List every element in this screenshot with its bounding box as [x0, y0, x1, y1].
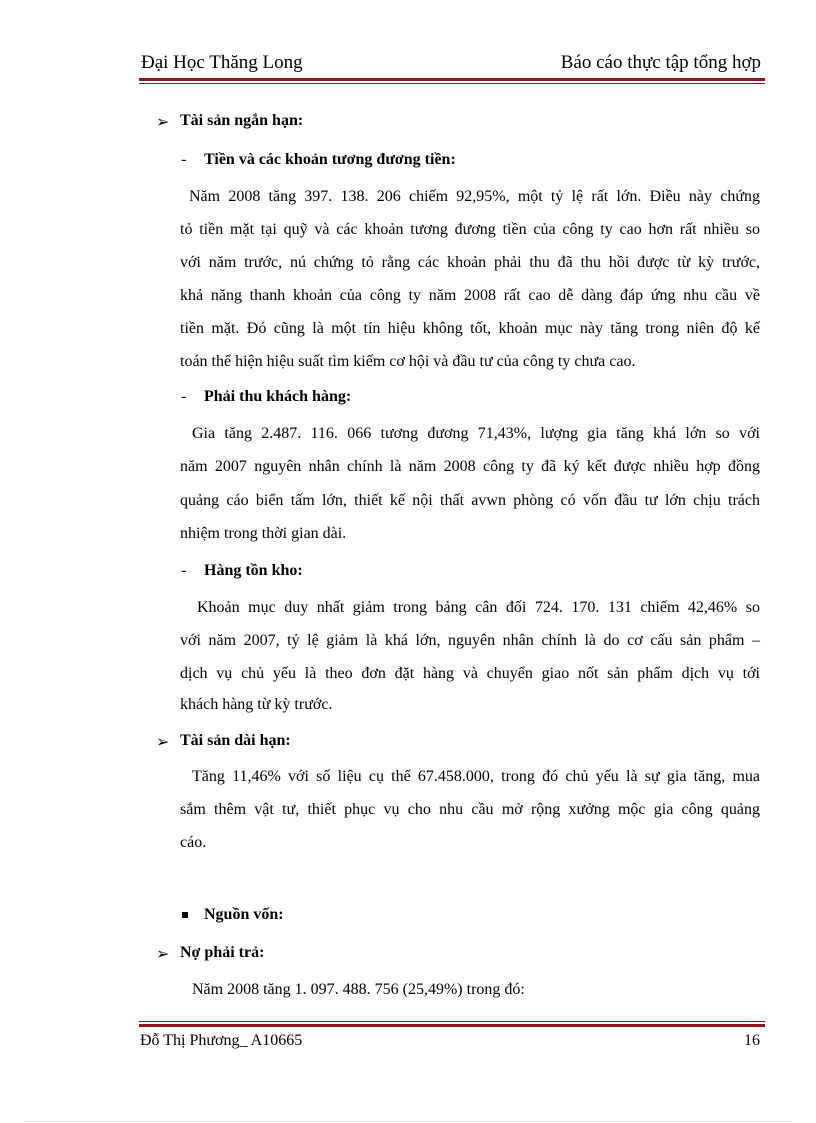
paragraph-line: năm 2007 nguyên nhân chính là năm 2008 công ty đã ký kết được nhiều hợp đồng — [180, 458, 760, 475]
heading-phai-thu: Phải thu khách hàng: — [204, 388, 352, 405]
paragraph-line: nhiệm trong thời gian dài. — [180, 525, 347, 542]
paragraph-line: với năm trước, nú chứng tỏ rằng các khoản phải thu đã thu hồi được từ kỳ trước, — [180, 254, 760, 271]
footer-author: Đỗ Thị Phương_ A10665 — [140, 1032, 303, 1049]
heading-nguon-von: Nguồn vốn: — [204, 906, 284, 923]
paragraph-line: cáo. — [180, 834, 207, 851]
page-header — [139, 50, 765, 78]
arrow-bullet-icon: ➢ — [156, 114, 170, 131]
paragraph-line: khách hàng từ kỳ trước. — [180, 696, 333, 713]
header-rule-thick — [139, 78, 765, 81]
paragraph-line: toán thể hiện hiệu suất tìm kiếm cơ hội và đầu tư của công ty chưa cao. — [180, 353, 636, 370]
dash-bullet: - — [181, 562, 187, 579]
paragraph-line: Khoản mục duy nhất giảm trong bảng cân đối 724. 170. 131 chiếm 42,46% so — [197, 599, 760, 616]
paragraph-line: quảng cáo biển tấm lớn, thiết kế nội thất avwn phòng có vốn đầu tư lớn chịu trách — [180, 492, 760, 509]
page-number: 16 — [744, 1032, 760, 1049]
paragraph-line: tiền mặt. Đó cũng là một tín hiệu không tốt, khoản mục này tăng trong niên độ kế — [180, 320, 760, 337]
arrow-bullet-icon: ➢ — [156, 734, 170, 751]
footer-rule-thin — [139, 1021, 765, 1022]
heading-tai-san-ngan-han: Tài sản ngắn hạn: — [180, 112, 304, 129]
header-report-title: Báo cáo thực tập tổng hợp — [560, 52, 761, 73]
paragraph-line: Tăng 11,46% với số liệu cụ thể 67.458.000, trong đó chủ yếu là sự gia tăng, mua — [192, 768, 760, 785]
paragraph-line: Năm 2008 tăng 1. 097. 488. 756 (25,49%) trong đó: — [192, 981, 525, 998]
heading-hang-ton-kho: Hàng tồn kho: — [204, 562, 303, 579]
header-rule-thin — [139, 83, 765, 84]
heading-tai-san-dai-han: Tài sản dài hạn: — [180, 732, 291, 749]
page-edge-divider — [24, 1121, 792, 1122]
header-institution: Đại Học Thăng Long — [141, 52, 303, 73]
paragraph-line: tỏ tiền mặt tại quỹ và các khoản tương đương tiền của công ty cao hơn rất nhiều so — [180, 221, 760, 238]
arrow-bullet-icon: ➢ — [156, 946, 170, 963]
paragraph-line: Gia tăng 2.487. 116. 066 tương đương 71,43%, lượng gia tăng khá lớn so với — [192, 425, 760, 442]
paragraph-line: khả năng thanh khoản của công ty năm 2008 rất cao dễ dàng đáp ứng nhu cầu về — [180, 287, 760, 304]
paragraph-line: sắm thêm vật tư, thiết phục vụ cho nhu cầu mở rộng xưởng mộc gia công quảng — [180, 801, 760, 818]
paragraph-line: dịch vụ chủ yếu là theo đơn đặt hàng và chuyển giao nốt sản phẩm dịch vụ tới — [180, 665, 760, 682]
footer-rule-thick — [139, 1024, 765, 1027]
paragraph-line: với năm 2007, tỷ lệ giảm là khá lớn, nguyên nhân chính là do cơ cấu sản phẩm – — [180, 632, 760, 649]
square-bullet-icon — [182, 912, 188, 918]
dash-bullet: - — [181, 388, 187, 405]
heading-tien: Tiền và các khoản tương đương tiền: — [204, 151, 456, 168]
heading-no-phai-tra: Nợ phải trả: — [180, 944, 265, 961]
dash-bullet: - — [181, 151, 187, 168]
paragraph-line: Năm 2008 tăng 397. 138. 206 chiếm 92,95%, một tỷ lệ rất lớn. Điều này chứng — [189, 188, 760, 205]
